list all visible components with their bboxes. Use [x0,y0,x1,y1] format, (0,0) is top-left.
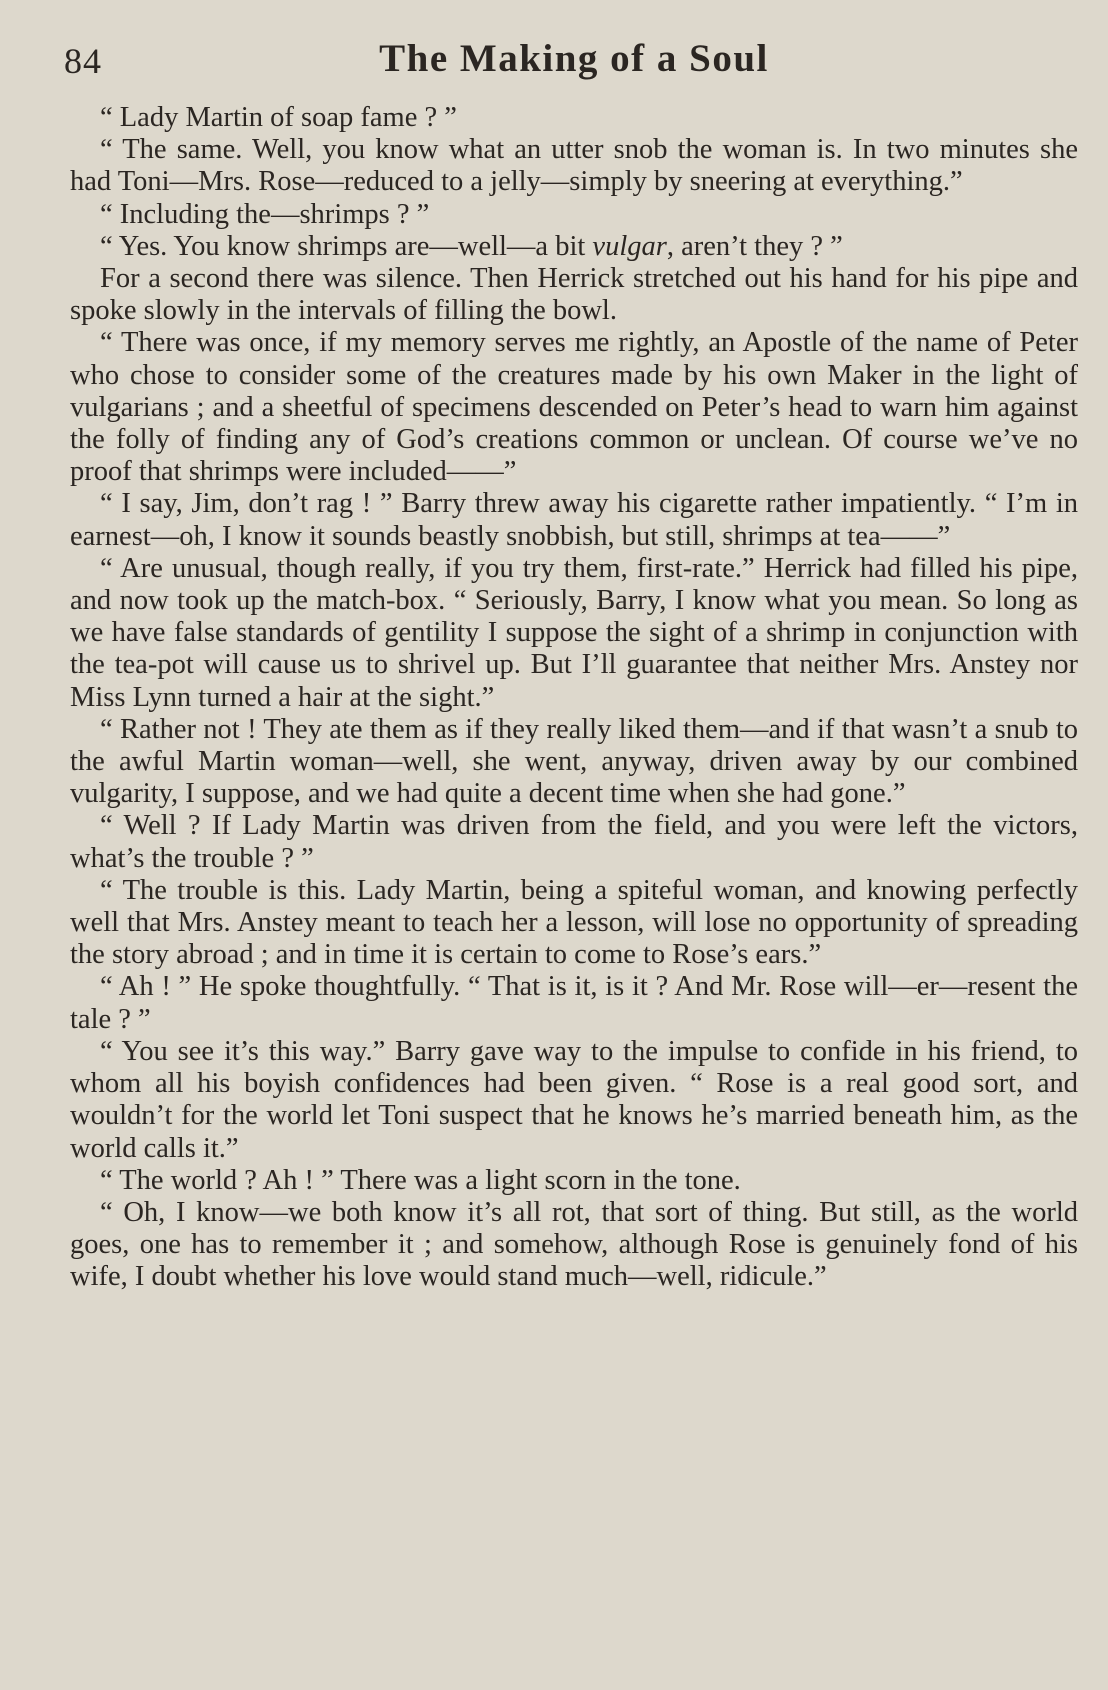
paragraph [70,1165,1078,1197]
text-segment: For a second there was silence. Then Herrick stretched out his hand for his pipe and spoke slowly in the intervals of filling the bowl. [70,263,1078,327]
italic-text: vulgar [592,230,667,262]
text-segment: “ The world ? Ah ! ” There was a light scorn in the tone. [100,1164,741,1196]
text-segment: “ Well ? If Lady Martin was driven from the field, and you were left the victors, what’s the trouble ? ” [70,810,1078,874]
page-header [64,36,1078,98]
text-segment: , aren’t they ? ” [666,230,843,262]
text-segment: “ Are unusual, though really, if you try them, first-rate.” Herrick had filled his pipe, and now took up the match-box. “ Seriously, Barry, I know what you mean. So long as we have false standards of gentility I suppose the sight of a shrimp in conjunction with the tea-pot will cause us to shrivel up. But I’ll guarantee that neither Mrs. Anstey nor Miss Lynn turned a hair at the sight.” [70,552,1078,713]
paragraph [70,810,1078,874]
text-segment: “ Yes. You know shrimps are—well—a bit [100,230,593,262]
body-text [70,102,1078,1294]
text-segment: “ Oh, I know—we both know it’s all rot, that sort of thing. But still, as the world goes, one has to remember it ; and somehow, although Rose is genuinely fond of his wife, I doubt whether his love would stand much—well, ridicule.” [70,1196,1078,1293]
text-segment: “ Rather not ! They ate them as if they really liked them—and if that wasn’t a snub to the awful Martin woman—well, she went, anyway, driven away by our combined vulgarity, I suppose, and we had quite a decent time when she had gone.” [70,713,1078,810]
paragraph [70,971,1078,1035]
text-segment: “ The trouble is this. Lady Martin, being a spiteful woman, and knowing perfectly well that Mrs. Anstey meant to teach her a lesson, will lose no opportunity of spreading the story abroad ; and in time it is certain to come to Rose’s ears.” [70,874,1078,971]
paragraph [70,231,1078,263]
paragraph [70,199,1078,231]
text-segment: “ There was once, if my memory serves me rightly, an Apostle of the name of Peter who chose to consider some of the creatures made by his own Maker in the light of vulgarians ; and a sheetful of specimens descended on Peter’s head to warn him against the folly of finding any of God’s creations common or unclean. Of course we’ve no proof that shrimps were included——” [70,327,1078,488]
running-title: The Making of a Soul [379,37,769,80]
paragraph [70,553,1078,714]
paragraph [70,714,1078,811]
text-segment: “ You see it’s this way.” Barry gave way to the impulse to confide in his friend, to whom all his boyish confidences had been given. “ Rose is a real good sort, and wouldn’t for the world let Toni suspect that he knows he’s married beneath him, as the world calls it.” [70,1035,1078,1164]
paragraph [70,263,1078,327]
paragraph [70,134,1078,198]
text-segment: “ I say, Jim, don’t rag ! ” Barry threw away his cigarette rather impatiently. “ I’m in earnest—oh, I know it sounds beastly snobbish, but still, shrimps at tea——” [70,488,1078,552]
paragraph [70,327,1078,488]
text-segment: “ Ah ! ” He spoke thoughtfully. “ That is it, is it ? And Mr. Rose will—er—resent the tale ? ” [70,971,1078,1035]
text-segment: “ Lady Martin of soap fame ? ” [100,102,457,133]
text-segment: “ Including the—shrimps ? ” [100,198,430,230]
paragraph [70,1197,1078,1294]
paragraph [70,875,1078,972]
paragraph [70,488,1078,552]
paragraph [70,1036,1078,1165]
paragraph [70,102,1078,134]
page-number: 84 [64,41,102,81]
text-segment: “ The same. Well, you know what an utter snob the woman is. In two minutes she had Toni—Mrs. Rose—reduced to a jelly—simply by sneering at everything.” [70,134,1078,198]
